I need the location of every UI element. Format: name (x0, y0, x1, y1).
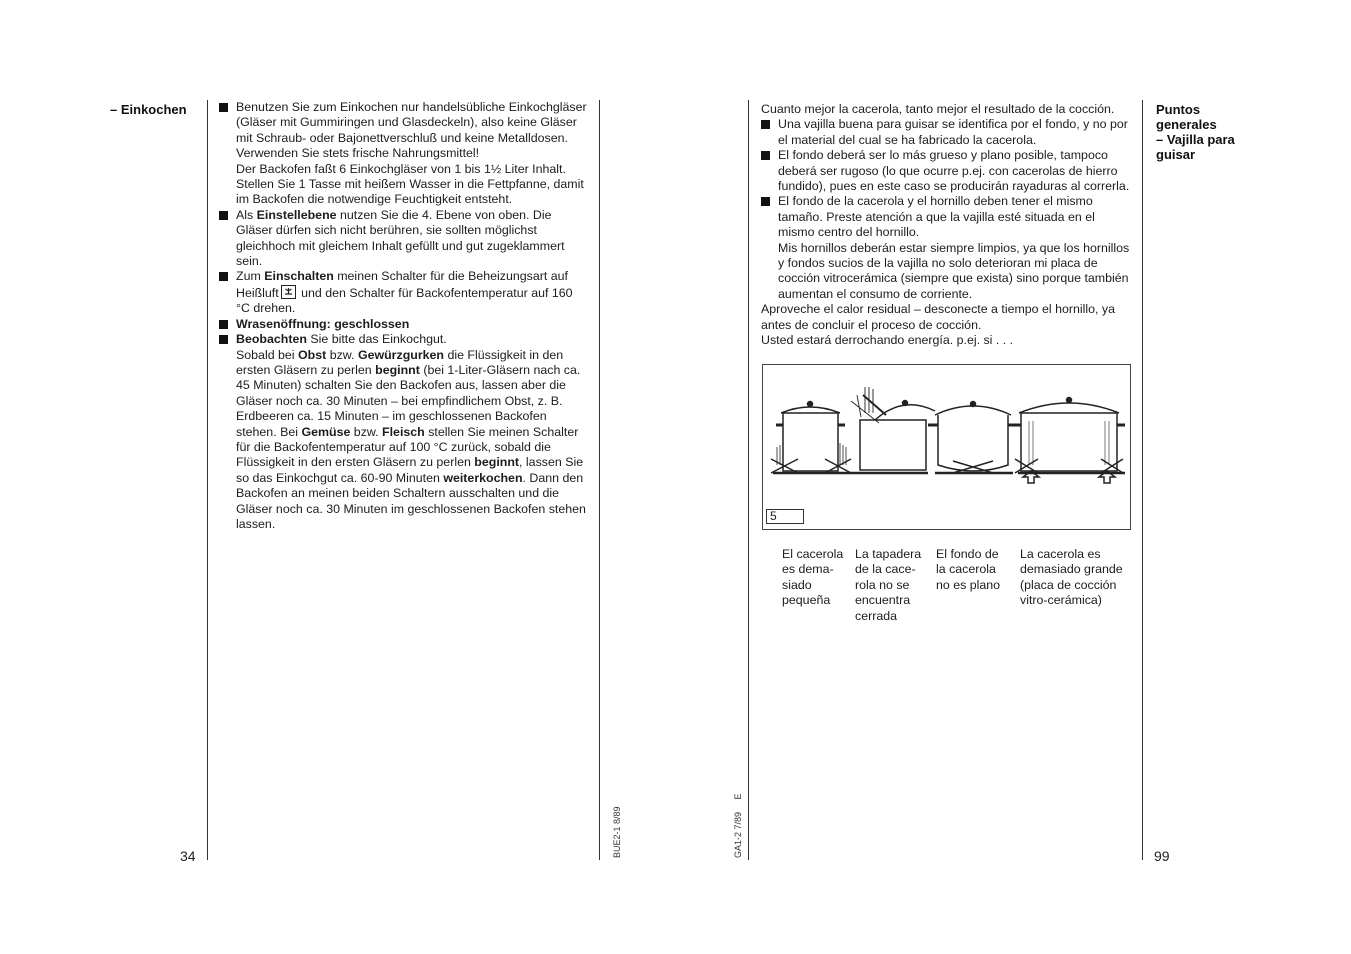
right-text-column (761, 102, 1131, 349)
caption-line: encuentra (855, 593, 911, 608)
text-run: und den Schalter für Backofentemperatur auf 160 °C drehen. (236, 285, 573, 316)
left-item-3 (219, 208, 588, 270)
left-item-4 (219, 269, 588, 316)
left-item-1 (219, 100, 588, 162)
caption-line: cerrada (855, 608, 898, 623)
bullet-marker (219, 320, 228, 329)
caption-line: (placa de cocción (1020, 577, 1117, 592)
right-footer-code (733, 793, 743, 858)
caption-line: El cacerola (782, 547, 844, 561)
pot-too-large-icon (1013, 398, 1125, 484)
side-title-line: guisar (1156, 147, 1196, 162)
footer-lang-text: E (733, 793, 743, 800)
left-item-2-text: Der Backofen faßt 6 Einkochgläser von 1 bis 1½ Liter Inhalt. Stellen Sie 1 Tasse mit heißem Wasser in die Fettpfanne, damit im Backofen die notwendige Feuchtigkeit entsteht. (236, 161, 584, 207)
caption-line: no es plano (936, 577, 1001, 592)
text-run: Zum (236, 269, 265, 284)
text-run: bzw. (326, 347, 358, 362)
side-title-line: – Vajilla para (1156, 132, 1235, 147)
text-run: nutzen Sie die 4. Ebene von oben. Die Gläser dürfen sich nicht berühren, sie sollten möglichst gleichhoch mit gleichem Inhalt gefüllt und gut zugeklammert sein. (236, 207, 565, 269)
right-bullet-1 (761, 117, 1131, 148)
left-side-title: – Einkochen (110, 102, 187, 117)
bold-run: Einstellebene (256, 207, 337, 222)
caption-line: la cacerola (936, 562, 996, 577)
text-run: (bei 1-Liter-Gläsern nach ca. 45 Minuten) schalten Sie den Backofen aus, lassen aber die Gläser noch ca. 30 Minuten – bei empfindlichem Obst, z. B. Erdbeeren ca. 15 Minuten – im geschlossenen Backofen stehen. Bei (236, 362, 581, 439)
caption-line: es dema- (782, 562, 834, 577)
caption-line: pequeña (782, 593, 831, 608)
right-margin-rule (1142, 100, 1143, 860)
text-run: meinen Schalter für die Beheizungsart auf Heißluft (236, 269, 568, 300)
fan-heat-icon (281, 285, 296, 299)
caption-line: El fondo de (936, 547, 999, 561)
right-intro: Cuanto mejor la cacerola, tanto mejor el resultado de la cocción. (761, 102, 1115, 116)
caption-3 (936, 547, 1016, 593)
bold-run: Wrasenöffnung: geschlossen (236, 316, 410, 331)
caption-line: La cacerola es (1020, 547, 1101, 561)
bullet-marker (219, 103, 228, 112)
bullet-marker (761, 197, 770, 206)
caption-line: de la cace- (855, 562, 916, 577)
right-para-2: Usted estará derrochando energía. p.ej. si . . . (761, 333, 1014, 348)
right-para-1: Aproveche el calor residual – desconecte a tiempo el hornillo, ya antes de concluir el proceso de cocción. (761, 302, 1116, 332)
right-bullet-continuation: Mis hornillos deberán estar siempre limpios, ya que los hornillos y fondos sucios de la vajilla no solo deterioran mi placa de cocción vitrocerámica (siempre que exista) sino porque también aumentan el consumo de corriente. (778, 240, 1130, 301)
bold-run: Obst (298, 347, 327, 362)
caption-line: rola no se (855, 577, 910, 592)
side-title-line: Puntos (1156, 102, 1201, 117)
left-item-5 (219, 317, 588, 332)
text-run: Sobald bei (236, 347, 299, 362)
right-bullet-3-text: El fondo de la cacerola y el hornillo deben tener el mismo tamaño. Preste atención a que la vajilla esté situada en el mismo centro del hornillo. (778, 194, 1095, 240)
left-text-column (219, 100, 588, 532)
pot-lid-open-icon (851, 387, 935, 473)
bold-run: weiterkochen (443, 470, 523, 485)
left-margin-rule (207, 100, 208, 860)
text-run: die Flüssigkeit in den ersten Gläsern zu perlen (236, 347, 564, 377)
pot-too-small-icon (771, 402, 858, 474)
bold-run: beginnt (375, 362, 420, 377)
caption-line: vitro-cerámica) (1020, 593, 1102, 608)
bold-run: beginnt (474, 455, 520, 470)
text-run: Als (236, 207, 257, 222)
right-bullet-3 (761, 194, 1131, 240)
text-run: . Dann den Backofen an meinen beiden Schaltern ausschalten und die Gläser noch ca. 30 Minuten im geschlossenen Backofen stehen lassen. (236, 470, 586, 531)
caption-2 (855, 547, 935, 624)
left-item-2 (219, 162, 588, 208)
text-run: , lassen Sie so das Einkochgut ca. 60-90 Minuten (236, 455, 584, 485)
bold-run: Gewürzgurken (357, 347, 445, 362)
bold-run: Beobachten (236, 332, 307, 347)
cookware-figure (762, 364, 1131, 530)
bold-run: Fleisch (382, 424, 425, 439)
bullet-marker (761, 120, 770, 129)
bullet-marker (219, 335, 228, 344)
right-gutter-rule (748, 100, 749, 860)
left-item-6 (219, 332, 588, 347)
bullet-marker (219, 211, 228, 220)
bullet-marker (219, 272, 228, 281)
right-page-number: 99 (1154, 848, 1170, 864)
bold-run: Einschalten (264, 269, 334, 284)
left-cooking-paragraph (219, 348, 588, 533)
side-title-line: generales (1156, 117, 1217, 132)
right-bullet-2-text: El fondo deberá ser lo más grueso y plano posible, tampoco deberá ser rugoso (lo que ocurre p.ej. con cacerolas de hierro fundido), pues en este caso se producirán rayaduras al correrla. (778, 148, 1130, 194)
left-gutter-rule (599, 100, 600, 860)
cookware-illustration (763, 365, 1130, 529)
bold-run: Gemüse (301, 424, 351, 439)
text-run: Sie bitte das Einkochgut. (306, 332, 447, 347)
footer-code-text: GA1-2 7/89 (733, 811, 743, 858)
text-run: stellen Sie meinen Schalter für die Backofentemperatur auf 100 °C zurück, sobald die Flüssigkeit in den ersten Gläsern zu perlen (236, 424, 579, 470)
right-side-title (1156, 102, 1286, 162)
left-footer-code: BUE2-1 8/89 (612, 806, 622, 858)
figure-label: 5 (766, 509, 804, 524)
caption-1 (782, 547, 852, 609)
caption-line: siado (782, 577, 812, 592)
pot-uneven-bottom-icon (928, 402, 1018, 474)
right-bullet-2 (761, 148, 1131, 194)
caption-line: demasiado grande (1020, 562, 1123, 577)
left-item-1-text: Benutzen Sie zum Einkochen nur handelsübliche Einkochgläser (Gläser mit Gummiringen und Glasdeckeln), also keine Gläser mit Schraub- oder Bajonettverschluß und keine Metalldosen. Verwenden Sie stets frische Nahrungsmittel! (236, 100, 587, 161)
caption-4 (1020, 547, 1135, 609)
text-run: bzw. (350, 424, 383, 439)
bullet-marker (761, 151, 770, 160)
right-bullet-1-text: Una vajilla buena para guisar se identifica por el fondo, y no por el material del cual se ha fabricado la cacerola. (778, 117, 1128, 147)
caption-line: La tapadera (855, 547, 922, 561)
left-page-number: 34 (180, 848, 196, 864)
